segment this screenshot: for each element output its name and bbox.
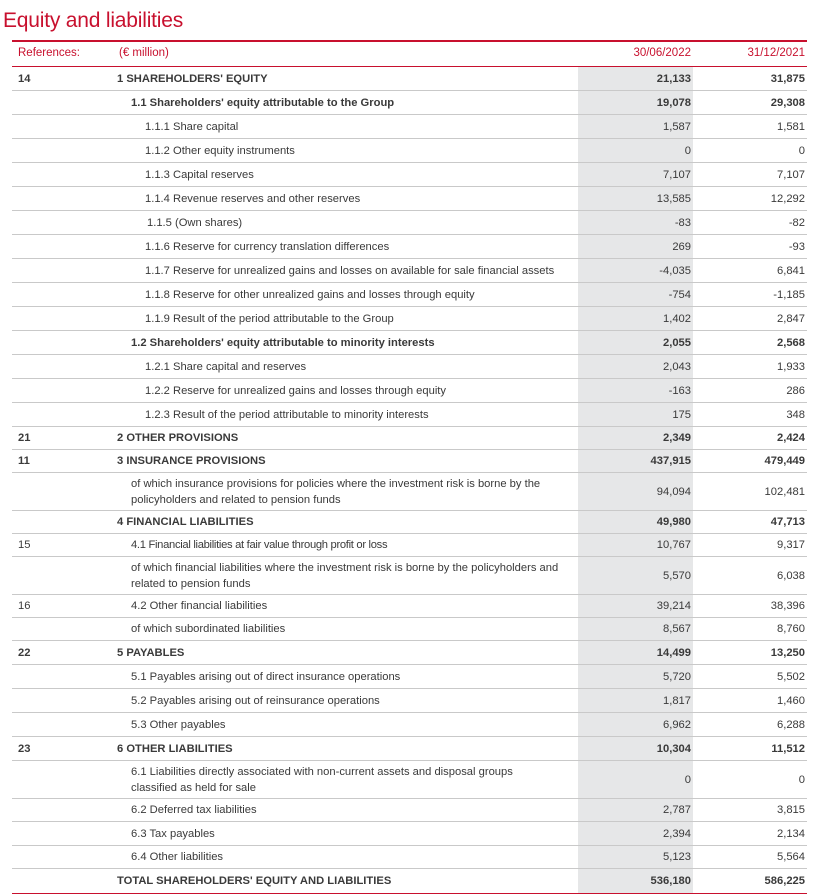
table-row	[12, 283, 807, 307]
value-30-06-2022: 5,720	[663, 670, 691, 683]
value-31-12-2021: 479,449	[764, 455, 805, 467]
unit-header: (€ million)	[119, 47, 169, 59]
table-row	[12, 595, 807, 618]
reference-cell: 11	[18, 455, 30, 467]
equity-liabilities-table	[12, 40, 807, 894]
table-row	[12, 67, 807, 91]
line-item-label: of which financial liabilities where the investment risk is borne by the policyholders and related to pension funds	[131, 561, 559, 590]
reference-cell: 22	[18, 646, 31, 659]
line-item-label: 6.4 Other liabilities	[131, 851, 224, 863]
line-item-label: 1.1.1 Share capital	[145, 120, 239, 133]
table-row	[12, 618, 807, 641]
table-row	[12, 641, 807, 665]
value-31-12-2021: 586,225	[764, 875, 805, 887]
value-31-12-2021: 12,292	[770, 192, 805, 205]
value-31-12-2021: -82	[788, 216, 805, 229]
table-row	[12, 799, 807, 822]
reference-cell: 15	[18, 539, 31, 551]
value-31-12-2021: 5,564	[777, 851, 805, 863]
value-31-12-2021: 31,875	[770, 72, 805, 85]
line-item-label: 1.1.7 Reserve for unrealized gains and losses on available for sale financial assets	[145, 264, 555, 277]
value-31-12-2021: 286	[786, 384, 805, 397]
value-31-12-2021: 0	[798, 144, 805, 157]
table-row	[12, 211, 807, 235]
table-row	[12, 355, 807, 379]
line-item-label: 6.2 Deferred tax liabilities	[131, 804, 257, 816]
line-item-label: 3 INSURANCE PROVISIONS	[117, 455, 266, 467]
line-item-label: 1.1 Shareholders' equity attributable to the Group	[131, 96, 395, 109]
line-item-label: 1.2.2 Reserve for unrealized gains and losses through equity	[145, 384, 447, 397]
page-title: Equity and liabilities	[3, 9, 184, 32]
value-31-12-2021: -1,185	[773, 288, 805, 301]
table-row	[12, 511, 807, 534]
table-row	[12, 689, 807, 713]
value-30-06-2022: 536,180	[650, 875, 691, 887]
reference-cell: 23	[18, 742, 31, 755]
table-row	[12, 665, 807, 689]
reference-cell: 14	[18, 72, 31, 85]
value-31-12-2021: 102,481	[764, 485, 805, 498]
line-item-label: 6 OTHER LIABILITIES	[117, 742, 233, 755]
value-31-12-2021: 6,288	[777, 718, 805, 731]
value-30-06-2022: 2,394	[663, 827, 691, 840]
line-item-label: 1.1.3 Capital reserves	[145, 168, 254, 181]
value-31-12-2021: 1,581	[777, 120, 805, 133]
value-30-06-2022: 94,094	[656, 485, 691, 498]
table-row	[12, 163, 807, 187]
value-31-12-2021: 5,502	[777, 670, 805, 683]
line-item-label: 6.3 Tax payables	[131, 827, 215, 840]
value-30-06-2022: -163	[668, 384, 691, 397]
value-30-06-2022: 2,043	[663, 360, 691, 373]
value-30-06-2022: 19,078	[656, 96, 691, 109]
line-item-label: 5 PAYABLES	[117, 646, 185, 659]
references-header: References:	[18, 47, 81, 59]
line-item-label: 6.1 Liabilities directly associated with non-current assets and disposal groups classified as held for sale	[131, 765, 513, 794]
line-item-label: 1.1.5 (Own shares)	[147, 216, 243, 229]
table-row	[12, 259, 807, 283]
value-31-12-2021: 29,308	[770, 96, 805, 109]
value-30-06-2022: 21,133	[656, 72, 691, 85]
reference-cell: 16	[18, 600, 31, 612]
line-item-label: 1 SHAREHOLDERS' EQUITY	[117, 72, 268, 85]
value-30-06-2022: 49,980	[656, 516, 691, 528]
line-item-label: 4.1 Financial liabilities at fair value through profit or loss	[131, 539, 388, 551]
value-30-06-2022: 7,107	[663, 168, 691, 181]
value-30-06-2022: 8,567	[663, 623, 691, 635]
value-30-06-2022: 1,402	[663, 312, 691, 325]
table-row	[12, 473, 807, 511]
value-30-06-2022: 2,055	[663, 336, 691, 349]
line-item-label: 5.1 Payables arising out of direct insurance operations	[131, 670, 401, 683]
value-31-12-2021: 1,460	[777, 694, 805, 707]
value-31-12-2021: 1,933	[777, 360, 805, 373]
line-item-label: 1.2.3 Result of the period attributable to minority interests	[145, 408, 429, 421]
value-30-06-2022: 5,570	[663, 569, 691, 582]
table-body	[12, 67, 807, 894]
line-item-label: 1.1.6 Reserve for currency translation differences	[145, 240, 390, 253]
value-30-06-2022: 10,767	[656, 539, 691, 551]
line-item-label: TOTAL SHAREHOLDERS' EQUITY AND LIABILITIES	[117, 875, 392, 887]
value-30-06-2022: 175	[672, 408, 691, 421]
table-row	[12, 331, 807, 355]
value-31-12-2021: 2,568	[777, 336, 805, 349]
table-row	[12, 115, 807, 139]
value-31-12-2021: 2,424	[777, 432, 805, 444]
value-30-06-2022: 1,817	[663, 694, 691, 707]
table-row	[12, 869, 807, 894]
current-period-shading	[578, 761, 693, 798]
table-header	[12, 40, 807, 67]
line-item-label: 5.2 Payables arising out of reinsurance operations	[131, 694, 380, 707]
value-30-06-2022: 1,587	[663, 120, 691, 133]
value-31-12-2021: 47,713	[770, 516, 805, 528]
table-row	[12, 822, 807, 846]
value-31-12-2021: 9,317	[777, 539, 805, 551]
value-31-12-2021: 2,134	[777, 827, 805, 840]
table-row	[12, 235, 807, 259]
line-item-label: 5.3 Other payables	[131, 718, 226, 731]
value-30-06-2022: 39,214	[656, 600, 691, 612]
line-item-label: 4 FINANCIAL LIABILITIES	[117, 516, 254, 528]
value-31-12-2021: 348	[786, 408, 805, 421]
value-30-06-2022: 2,787	[663, 804, 691, 816]
value-30-06-2022: 14,499	[656, 646, 691, 659]
table-row	[12, 557, 807, 595]
table-row	[12, 761, 807, 799]
value-31-12-2021: 0	[798, 773, 805, 786]
value-31-12-2021: 6,841	[777, 264, 805, 277]
table-row	[12, 307, 807, 331]
table-row	[12, 846, 807, 869]
line-item-label: 1.1.4 Revenue reserves and other reserves	[145, 192, 361, 205]
table-row	[12, 91, 807, 115]
table-row	[12, 427, 807, 450]
line-item-label: of which subordinated liabilities	[131, 623, 286, 635]
table-row	[12, 737, 807, 761]
line-item-label: 1.2 Shareholders' equity attributable to minority interests	[131, 336, 435, 349]
value-31-12-2021: -93	[788, 240, 805, 253]
value-31-12-2021: 3,815	[777, 804, 805, 816]
value-31-12-2021: 2,847	[777, 312, 805, 325]
value-30-06-2022: 269	[672, 240, 691, 253]
line-item-label: 1.1.2 Other equity instruments	[145, 144, 295, 157]
value-30-06-2022: 10,304	[656, 742, 691, 755]
value-30-06-2022: -4,035	[659, 264, 691, 277]
value-31-12-2021: 38,396	[770, 600, 805, 612]
value-30-06-2022: 13,585	[656, 192, 691, 205]
line-item-label: 1.2.1 Share capital and reserves	[145, 360, 307, 373]
table-row	[12, 534, 807, 557]
table-row	[12, 403, 807, 427]
table-row	[12, 187, 807, 211]
column-header-31-12-2021: 31/12/2021	[747, 47, 805, 59]
value-30-06-2022: 6,962	[663, 718, 691, 731]
line-item-label: 1.1.9 Result of the period attributable to the Group	[145, 312, 394, 325]
value-30-06-2022: -754	[668, 288, 691, 301]
table-row	[12, 450, 807, 473]
line-item-label: 4.2 Other financial liabilities	[131, 600, 268, 612]
line-item-label: 1.1.8 Reserve for other unrealized gains and losses through equity	[145, 288, 475, 301]
reference-cell: 21	[18, 432, 31, 444]
table-row	[12, 713, 807, 737]
value-31-12-2021: 8,760	[777, 623, 805, 635]
current-period-shading	[578, 139, 693, 162]
value-31-12-2021: 6,038	[777, 569, 805, 582]
line-item-label: 2 OTHER PROVISIONS	[117, 432, 239, 444]
value-30-06-2022: 437,915	[650, 455, 691, 467]
table-row	[12, 139, 807, 163]
value-31-12-2021: 7,107	[777, 168, 805, 181]
value-30-06-2022: 5,123	[663, 851, 691, 863]
value-30-06-2022: 0	[684, 773, 691, 786]
value-30-06-2022: 2,349	[663, 432, 691, 444]
table-row	[12, 379, 807, 403]
value-31-12-2021: 11,512	[771, 742, 805, 755]
value-31-12-2021: 13,250	[770, 646, 805, 659]
value-30-06-2022: -83	[674, 216, 691, 229]
column-header-30-06-2022: 30/06/2022	[633, 47, 691, 59]
line-item-label: of which insurance provisions for policies where the investment risk is borne by the policyholders and related to pension funds	[131, 477, 541, 506]
value-30-06-2022: 0	[684, 144, 691, 157]
